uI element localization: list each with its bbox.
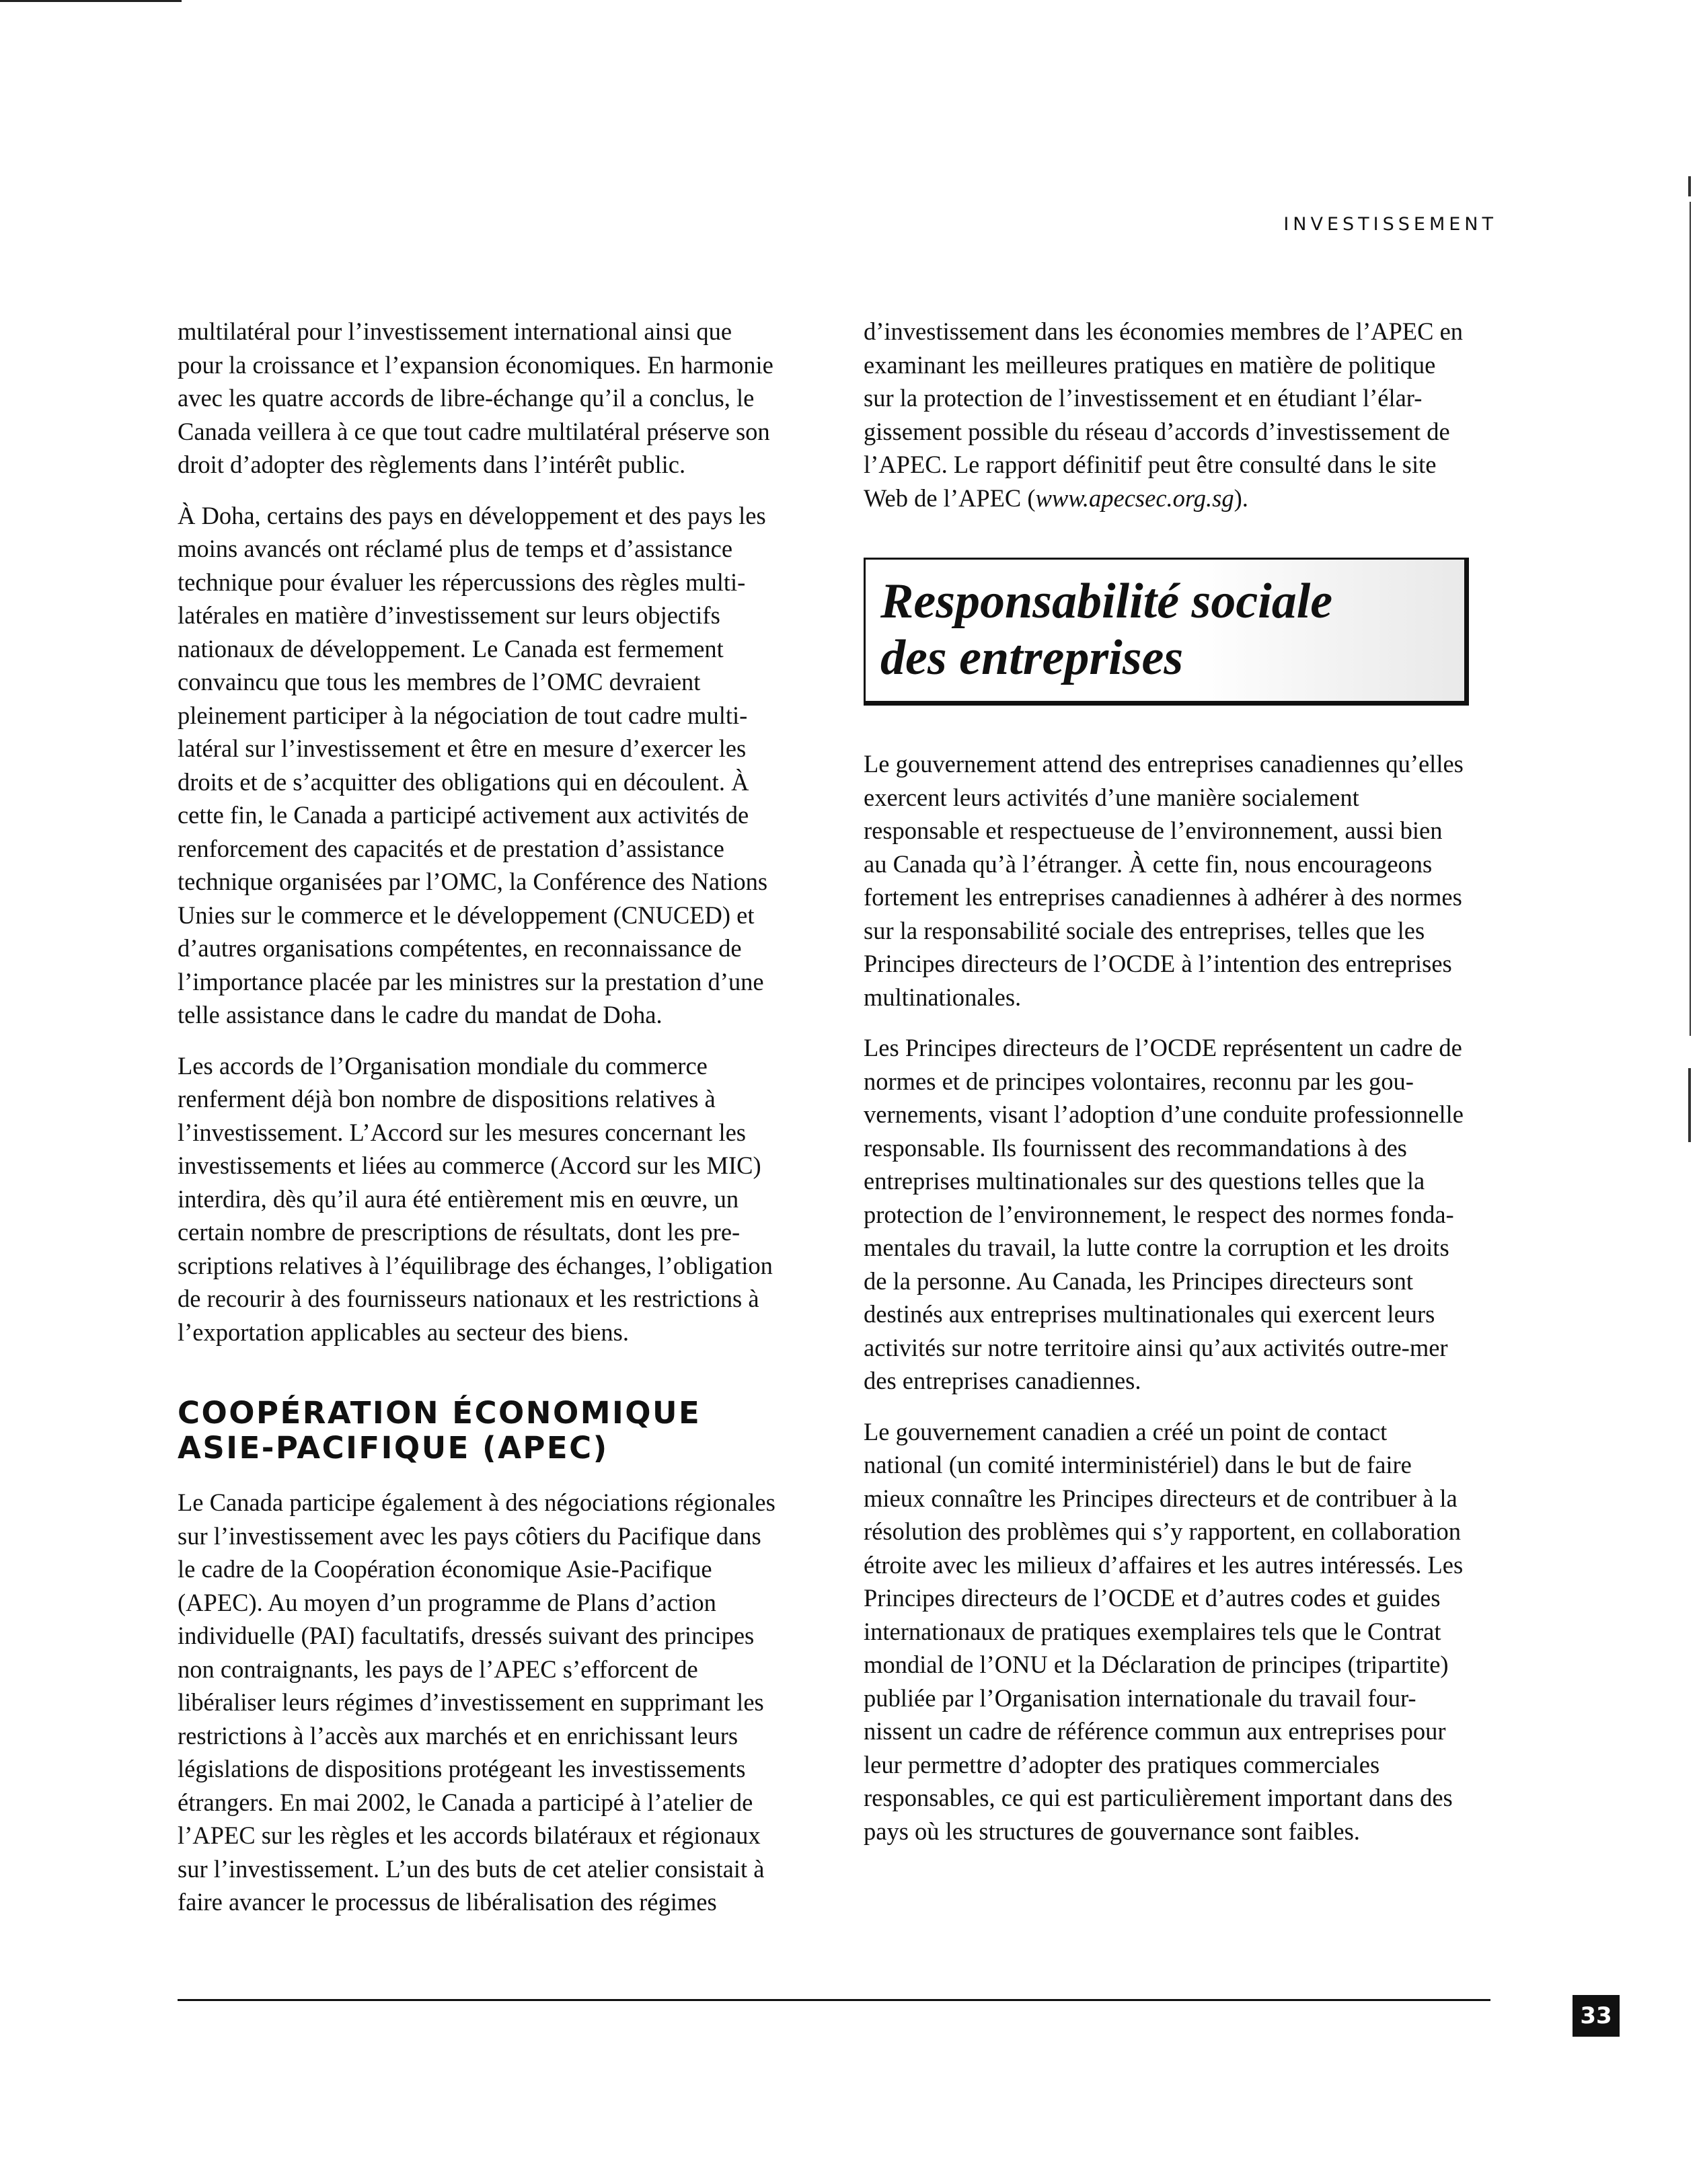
apec-url-link[interactable]: www.apecsec.org.sg [1035, 484, 1234, 512]
paragraph: Les accords de l’Organisation mondiale du commerce renferment déjà bon nombre de dispositions relatives à l’investissement. L’Accord sur les mesures concernant les investissements et liées au commerce (Accord sur les MIC) interdira, dès qu’il aura été entièrement mis en œuvre, un certain nombre de prescriptions de résultats, dont les pre-scriptions relatives à l’équilibrage des échanges, l’obligation de recourir à des fournisseurs nationaux et les restrictions à l’exportation applicables au secteur des biens. [178, 1051, 773, 1346]
paragraph [864, 315, 1469, 515]
paragraph: Le gouvernement canadien a créé un point de contact national (un comité interministériel) dans le but de faire mieux connaître les Principes directeurs et de contribuer à la résolution des problèmes qui s’y rapportent, en collaboration étroite avec les milieux d’affaires et les autres intéressés. Les Principes directeurs de l’OCDE et d’autres codes et guides internationaux de pratiques exemplaires tels que le Contrat mondial de l’ONU et la Déclaration de principes (tripartite) publiée par l’Organisation internationale du travail four-nissent un cadre de référence commun aux entreprises pour leur permettre d’adopter des pratiques commerciales responsables, ce qui est particulièrement important dans des pays où les structures de gouvernance sont faibles. [864, 1417, 1464, 1845]
paragraph: Les Principes directeurs de l’OCDE représentent un cadre de normes et de principes volontaires, reconnu par les gou-vernements, visant l’adoption d’une conduite professionnelle responsable. Ils fournissent des recommandations à des entreprises multinationales sur des questions telles que la protection de l’environnement, le respect des normes fonda-mentales du travail, la lutte contre la corruption et les droits de la personne. Au Canada, les Principes directeurs sont destinés aux entreprises multinationales qui exercent leurs activités sur notre territoire ainsi qu’aux activités outre-mer des entreprises canadiennes. [864, 1034, 1464, 1394]
paragraph-text: ). [1234, 484, 1248, 512]
paragraph: Le gouvernement attend des entreprises canadiennes qu’elles exercent leurs activités d’une manière socialement responsable et respectueuse de l’environnement, aussi bien au Canada qu’à l’étranger. À cette fin, nous encourageons fortement les entreprises canadiennes à adhérer à des normes sur la responsabilité sociale des entreprises, telles que les Principes directeurs de l’OCDE à l’intention des entreprises multinationales. [864, 750, 1464, 1011]
section-heading-line: ASIE-PACIFIQUE (APEC) [178, 1430, 609, 1466]
scan-edge-mark [1688, 176, 1691, 196]
left-column [178, 315, 783, 1936]
footer-rule [178, 1999, 1490, 2001]
boxed-title-line: Responsabilité sociale [880, 574, 1333, 629]
page-number: 33 [1573, 1995, 1620, 2037]
running-head: INVESTISSEMENT [1283, 214, 1497, 235]
paragraph-text: d’investissement dans les économies membres de l’APEC en examinant les meilleures pratiques en matière de politique sur la protection de l’investissement et en étudiant l’élar-gissement possible du réseau d’accords d’investissement de l’APEC. Le rapport définitif peut être consulté dans le site Web de l’APEC ( [864, 317, 1464, 512]
right-column [864, 315, 1469, 1865]
scan-edge-mark [1690, 202, 1691, 1036]
scan-edge-mark [1688, 1068, 1691, 1142]
paragraph: À Doha, certains des pays en développement et des pays les moins avancés ont réclamé plus de temps et d’assistance technique pour évaluer les répercussions des règles multi-latérales en matière d’investissement sur leurs objectifs nationaux de développement. Le Canada est fermement convaincu que tous les membres de l’OMC devraient pleinement participer à la négociation de tout cadre multi-latéral sur l’investissement et être en mesure d’exercer les droits et de s’acquitter des obligations qui en découlent. À cette fin, le Canada a participé activement aux activités de renforcement des capacités et de prestation d’assistance technique organisées par l’OMC, la Conférence des Nations Unies sur le commerce et le développement (CNUCED) et d’autres organisations compétentes, en reconnaissance de l’importance placée par les ministres sur la prestation d’une telle assistance dans le cadre du mandat de Doha. [178, 501, 768, 1028]
section-heading [178, 1396, 783, 1466]
boxed-section-title [864, 558, 1469, 706]
scan-edge-line [0, 0, 182, 2]
section-heading-line: COOPÉRATION ÉCONOMIQUE [178, 1395, 702, 1431]
boxed-title-text [880, 573, 1332, 686]
paragraph: multilatéral pour l’investissement international ainsi que pour la croissance et l’expansion économiques. En harmonie avec les quatre accords de libre-échange qu’il a conclus, le Canada veillera à ce que tout cadre multilatéral préserve son droit d’adopter des règlements dans l’intérêt public. [178, 317, 773, 478]
paragraph: Le Canada participe également à des négociations régionales sur l’investissement avec les pays côtiers du Pacifique dans le cadre de la Coopération économique Asie-Pacifique (APEC). Au moyen d’un programme de Plans d’action individuelle (PAI) facultatifs, dressés suivant des principes non contraignants, les pays de l’APEC s’efforcent de libéraliser leurs régimes d’investissement en supprimant les restrictions à l’accès aux marchés et en enrichissant leurs législations de dispositions protégeant les investissements étrangers. En mai 2002, le Canada a participé à l’atelier de l’APEC sur les règles et les accords bilatéraux et régionaux sur l’investissement. L’un des buts de cet atelier consistait à faire avancer le processus de libéralisation des régimes [178, 1489, 775, 1916]
boxed-title-line: des entreprises [880, 630, 1184, 685]
